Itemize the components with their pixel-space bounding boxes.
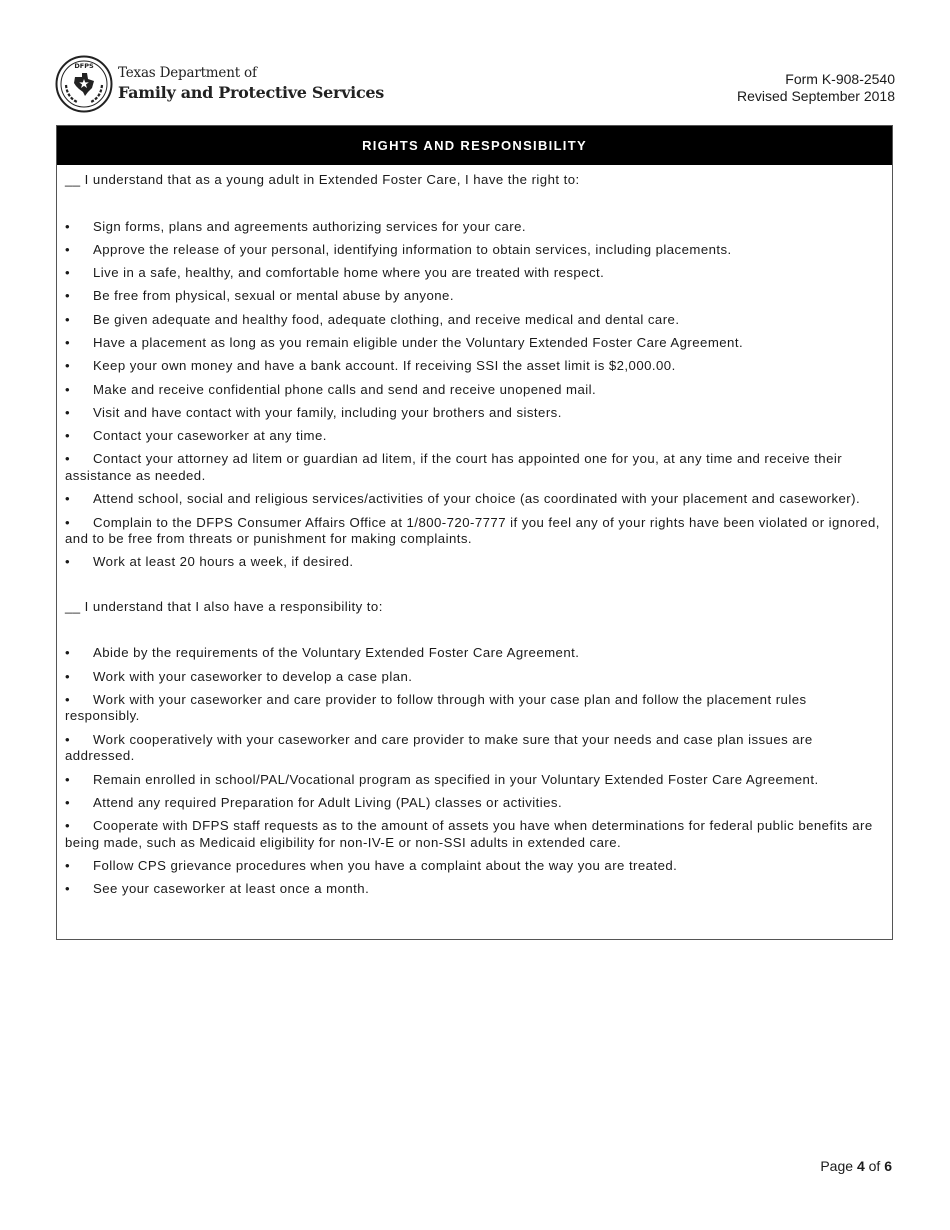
right-item	[65, 288, 884, 305]
bullet-icon: •	[65, 404, 71, 420]
page-of: of	[868, 1158, 881, 1174]
right-item-text: Have a placement as long as you remain eligible under the Voluntary Extended Foster Care Agreement.	[93, 334, 744, 350]
right-item-text: Work at least 20 hours a week, if desired.	[93, 554, 354, 570]
bullet-icon: •	[65, 428, 71, 444]
bullet-icon: •	[65, 691, 71, 707]
bullet-icon: •	[65, 334, 71, 350]
bullet-icon: •	[65, 241, 71, 257]
right-item	[65, 451, 884, 484]
bullet-icon: •	[65, 818, 71, 834]
right-item	[65, 554, 884, 571]
rights-section	[56, 125, 893, 940]
right-item-text: Visit and have contact with your family, including your brothers and sisters.	[93, 404, 562, 420]
responsibility-item	[65, 881, 884, 898]
page-number	[820, 1158, 892, 1174]
responsibility-item-text: Attend any required Preparation for Adult Living (PAL) classes or activities.	[93, 794, 563, 810]
bullet-icon: •	[65, 668, 71, 684]
revised-date: Revised September 2018	[737, 88, 895, 104]
right-item-text: Approve the release of your personal, identifying information to obtain services, including placements.	[93, 241, 732, 257]
responsibility-item	[65, 795, 884, 812]
bullet-icon: •	[65, 881, 71, 897]
responsibility-item-text: Remain enrolled in school/PAL/Vocational program as specified in your Voluntary Extended Foster Care Agreement.	[93, 771, 819, 787]
responsibility-item	[65, 772, 884, 789]
right-item	[65, 312, 884, 329]
bullet-icon: •	[65, 358, 71, 374]
page-word: Page	[820, 1158, 854, 1174]
form-number: Form K-908-2540	[785, 71, 895, 87]
bullet-icon: •	[65, 491, 71, 507]
responsibility-item	[65, 858, 884, 875]
responsibility-item-text: Abide by the requirements of the Voluntary Extended Foster Care Agreement.	[93, 645, 580, 661]
bullet-icon: •	[65, 451, 71, 467]
right-item	[65, 242, 884, 259]
right-item	[65, 491, 884, 508]
responsibility-item	[65, 818, 884, 851]
bullet-icon: •	[65, 771, 71, 787]
section-title: RIGHTS AND RESPONSIBILITY	[57, 126, 892, 165]
right-item-text: Contact your attorney ad litem or guardian ad litem, if the court has appointed one for you, at any time and receive their assistance as needed.	[65, 451, 843, 483]
bullet-icon: •	[65, 381, 71, 397]
right-item	[65, 382, 884, 399]
svg-text:DFPS: DFPS	[74, 62, 94, 70]
bullet-icon: •	[65, 857, 71, 873]
right-item	[65, 515, 884, 548]
right-item	[65, 219, 884, 236]
right-item-text: Complain to the DFPS Consumer Affairs Office at 1/800-720-7777 if you feel any of your rights have been violated or ignored, and to be free from threats or punishment for making complaints.	[65, 514, 880, 547]
right-item-text: Make and receive confidential phone calls and send and receive unopened mail.	[93, 381, 597, 397]
rights-list	[65, 219, 884, 571]
bullet-icon: •	[65, 554, 71, 570]
bullet-icon: •	[65, 731, 71, 747]
responsibility-item-text: Cooperate with DFPS staff requests as to the amount of assets you have when determinations for federal public benefits are being made, such as Medicaid eligibility for non-IV-E or non-SSI adults in extended care.	[65, 818, 873, 850]
right-item	[65, 358, 884, 375]
responsibilities-intro: __ I understand that I also have a responsibility to:	[65, 598, 383, 614]
right-item-text: Attend school, social and religious services/activities of your choice (as coordinated with your placement and caseworker).	[93, 491, 861, 507]
agency-name-line1: Texas Department of	[118, 65, 257, 81]
responsibility-item	[65, 669, 884, 686]
responsibility-item-text: Work cooperatively with your caseworker and care provider to make sure that your needs and case plan issues are addressed.	[65, 731, 813, 764]
agency-name-line2: Family and Protective Services	[118, 83, 384, 102]
agency-name	[118, 65, 384, 102]
page-total: 6	[884, 1158, 892, 1174]
responsibility-item	[65, 732, 884, 765]
bullet-icon: •	[65, 265, 71, 281]
form-info	[737, 71, 895, 105]
responsibility-item	[65, 692, 884, 725]
rights-intro: __ I understand that as a young adult in Extended Foster Care, I have the right to:	[65, 172, 580, 187]
right-item-text: Be given adequate and healthy food, adequate clothing, and receive medical and dental care.	[93, 311, 680, 327]
right-item-text: Contact your caseworker at any time.	[93, 428, 327, 444]
bullet-icon: •	[65, 311, 71, 327]
responsibility-item-text: Follow CPS grievance procedures when you have a complaint about the way you are treated.	[93, 857, 678, 873]
section-content	[57, 165, 892, 898]
responsibility-item-text: See your caseworker at least once a month.	[93, 881, 370, 897]
right-item-text: Sign forms, plans and agreements authorizing services for your care.	[93, 218, 527, 234]
right-item-text: Be free from physical, sexual or mental abuse by anyone.	[93, 288, 454, 304]
responsibilities-list	[65, 645, 884, 897]
right-item-text: Keep your own money and have a bank account. If receiving SSI the asset limit is $2,000.00.	[93, 358, 676, 374]
responsibility-item-text: Work with your caseworker to develop a case plan.	[93, 668, 413, 684]
responsibility-item-text: Work with your caseworker and care provider to follow through with your case plan and follow the placement rules responsibly.	[65, 691, 807, 724]
right-item	[65, 405, 884, 422]
page-header	[55, 55, 895, 115]
responsibility-item	[65, 645, 884, 662]
bullet-icon: •	[65, 218, 71, 234]
dfps-seal-logo	[55, 55, 113, 113]
page-current: 4	[856, 1158, 865, 1174]
bullet-icon: •	[65, 794, 71, 810]
bullet-icon: •	[65, 514, 71, 530]
right-item-text: Live in a safe, healthy, and comfortable home where you are treated with respect.	[93, 265, 605, 281]
bullet-icon: •	[65, 288, 71, 304]
bullet-icon: •	[65, 645, 71, 661]
right-item	[65, 335, 884, 352]
right-item	[65, 428, 884, 445]
right-item	[65, 265, 884, 282]
